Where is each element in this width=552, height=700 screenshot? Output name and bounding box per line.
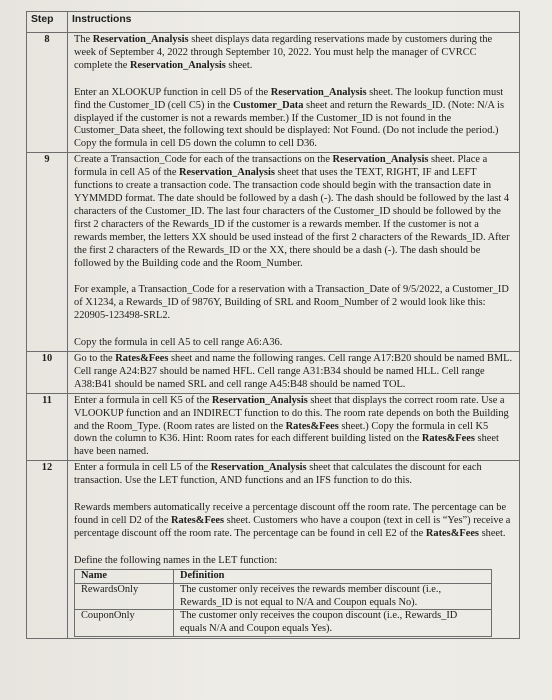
step-12-instruction: Enter a formula in cell L5 of the Reservation_Analysis sheet that calculates the discount for each transaction. Use the LET function, AND functions and an IFS function to do this. [74, 462, 482, 487]
step-12-row [27, 461, 520, 639]
step-10-text: Go to the Rates&Fees sheet and name the following ranges. Cell range A17:B20 should be named BML. Cell range A24:B27 should be named HFL. Cell range A31:B34 should be named HLL. Cell range A38:B41 should be named SRL and cell range A45:B48 should be named TOL. [68, 352, 520, 394]
step-12-text [68, 461, 520, 639]
step-12-number: 12 [27, 461, 68, 639]
definition-column-header: Definition [174, 569, 492, 583]
step-8-instruction: Enter an XLOOKUP function in cell D5 of the Reservation_Analysis sheet. The lookup function must find the Customer_ID (cell C5) in the Customer_Data sheet and return the Rewards_ID. (Note: N/A is displayed if the customer is not a rewards member.) If the Customer_ID is not found in the Customer_Data sheet, the following text should be displayed: Not Found. (Do not include the period.) Copy the formula in cell D5 down the column to cell D36. [74, 86, 504, 150]
step-9-copy: Copy the formula in cell A5 to cell range A6:A36. [74, 337, 283, 349]
step-11-number: 11 [27, 393, 68, 461]
step-column-header: Step [27, 12, 68, 33]
let-definition-cell: The customer only receives the coupon discount (i.e., Rewards_ID equals N/A and Coupon equals Yes). [174, 610, 492, 637]
name-column-header: Name [75, 569, 174, 583]
step-9-number: 9 [27, 153, 68, 352]
header-row [27, 12, 520, 33]
step-10-number: 10 [27, 352, 68, 394]
instructions-column-header: Instructions [68, 12, 520, 33]
step-8-row [27, 33, 520, 153]
step-9-row [27, 153, 520, 352]
table-row [75, 583, 492, 610]
let-names-table [74, 569, 492, 638]
step-11-row [27, 393, 520, 461]
intro-paragraph: The Reservation_Analysis sheet displays data regarding reservations made by customers during the week of September 4, 2022 through September 10, 2022. You must help the manager of CVRCC complete the Reservation_Analysis sheet. [74, 34, 493, 71]
step-11-text: Enter a formula in cell K5 of the Reservation_Analysis sheet that displays the correct room rate. Use a VLOOKUP function and an INDIRECT function to do this. The room rate depends on both the Building and the Room_Type. (Room rates are listed on the Rates&Fees sheet.) Copy the formula in cell K5 down the column to K36. Hint: Room rates for each different building listed on the Rates&Fees sheet have been named. [68, 393, 520, 461]
step-12-define-heading: Define the following names in the LET function: [74, 554, 278, 566]
step-10-row [27, 352, 520, 394]
step-9-instruction: Create a Transaction_Code for each of the transactions on the Reservation_Analysis sheet. Place a formula in cell A5 of the Reservation_Analysis sheet that uses the TEXT, RIGHT, IF and LEFT functions to create a transaction code. The transaction code should begin with the transaction date in YYMMDD format. The date should be followed by a dash (-). The dash should be followed by the last 4 characters of the Customer_ID. The last four characters of the Customer_ID should be followed by the first 2 characters of the Rewards_ID if the customer is a rewards member. If the customer is not a rewards member, the letters XX should be used instead of the first 2 characters of the Rewards_ID. After the first 2 characters of the Rewards_ID or the XX, there should be a dash (-). The dash should be followed by the Building code and the Room_Number. [74, 154, 510, 269]
instructions-table [26, 11, 520, 639]
table-row [75, 610, 492, 637]
step-12-rewards-paragraph: Rewards members automatically receive a percentage discount off the room rate. The percentage can be found in cell D2 of the Rates&Fees sheet. Customers who have a coupon (text in cell is “Yes”) receive a percentage discount off the room rate. The percentage can be found in cell E2 of the Rates&Fees sheet. [74, 502, 511, 539]
step-8-text [68, 33, 520, 153]
step-9-example: For example, a Transaction_Code for a reservation with a Transaction_Date of 9/5/2022, a Customer_ID of X1234, a Rewards_ID of 9876Y, Building of SRL and Room_Number of 2 would look like this: 220905-123498-SRL2. [74, 284, 509, 322]
let-name-cell: RewardsOnly [75, 583, 174, 610]
step-8-number: 8 [27, 33, 68, 153]
let-name-cell: CouponOnly [75, 610, 174, 637]
step-9-text [68, 153, 520, 352]
let-definition-cell: The customer only receives the rewards member discount (i.e., Rewards_ID is not equal to N/A and Coupon equals No). [174, 583, 492, 610]
let-names-header-row [75, 569, 492, 583]
